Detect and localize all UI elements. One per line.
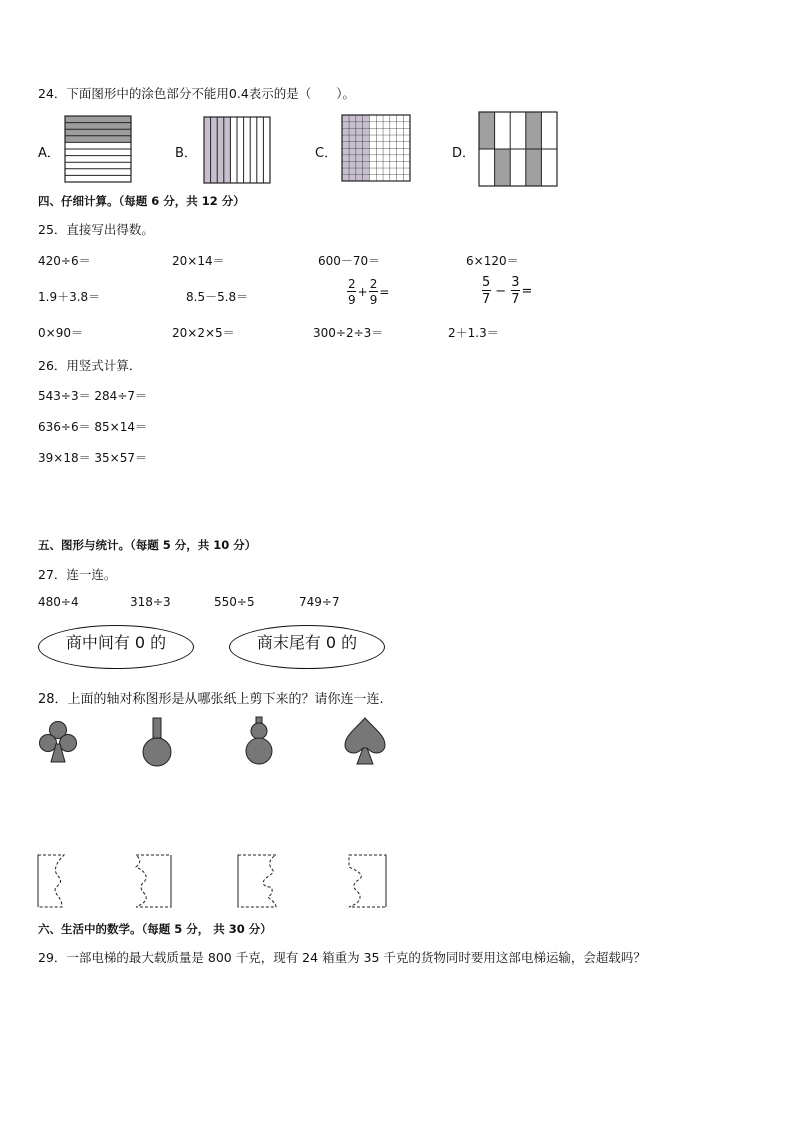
section-5-title: 五、图形与统计。（每题 5 分，共 10 分）	[38, 538, 257, 552]
folded-paper-1	[36, 853, 76, 909]
option-d-figure	[478, 111, 558, 187]
vertical-calc-line: 543÷3＝ 284÷7＝	[38, 389, 148, 403]
calc-item: 600－70＝	[318, 254, 381, 268]
oval-middle-zero-label: 商中间有 0 的	[65, 633, 167, 652]
club-shape-icon	[36, 718, 80, 766]
option-d-label: D．	[452, 146, 476, 161]
calc-item: 20×2×5＝	[172, 326, 235, 340]
folded-paper-3	[236, 853, 280, 909]
option-b-figure	[203, 116, 271, 184]
division-expr: 550÷5	[214, 595, 255, 609]
option-c-label: C．	[315, 146, 338, 161]
oval-end-zero-label: 商末尾有 0 的	[256, 633, 358, 652]
question-28-title: 28．上面的轴对称图形是从哪张纸上剪下来的？请你连一连.	[38, 692, 384, 707]
section-4-title: 四、仔细计算。（每题 6 分，共 12 分）	[38, 194, 245, 208]
round-tag-shape-icon	[140, 716, 174, 768]
option-b-label: B．	[175, 146, 197, 161]
fraction-expression-1: 2 9 + 2 9 =	[348, 277, 390, 307]
folded-paper-2	[131, 853, 173, 909]
calc-item: 2＋1.3＝	[448, 326, 499, 340]
oval-middle-zero	[38, 625, 194, 669]
fraction-expression-2: 5 7 − 3 7 =	[482, 275, 533, 307]
question-27-title: 27．连一连。	[38, 567, 117, 582]
calc-item: 420÷6＝	[38, 254, 91, 268]
option-a-label: A．	[38, 146, 60, 161]
question-26-title: 26．用竖式计算．	[38, 358, 142, 373]
option-c-figure	[341, 114, 411, 182]
calc-item: 8.5－5.8＝	[186, 290, 249, 304]
calc-item: 1.9＋3.8＝	[38, 290, 101, 304]
division-expr: 318÷3	[130, 595, 171, 609]
calc-item: 0×90＝	[38, 326, 83, 340]
gourd-shape-icon	[243, 716, 275, 768]
calc-item: 6×120＝	[466, 254, 519, 268]
question-24: 24．下面图形中的涂色部分不能用0.4表示的是（ ）。	[38, 86, 356, 101]
oval-end-zero	[229, 625, 385, 669]
spade-shape-icon	[342, 716, 388, 766]
calc-item: 300÷2÷3＝	[313, 326, 384, 340]
folded-paper-4	[344, 853, 390, 909]
calc-item: 20×14＝	[172, 254, 225, 268]
question-25-title: 25．直接写出得数。	[38, 222, 154, 237]
vertical-calc-line: 636÷6＝ 85×14＝	[38, 420, 148, 434]
question-29: 29．一部电梯的最大载质量是 800 千克，现有 24 箱重为 35 千克的货物同时要用这部电梯运输，会超载吗？	[38, 950, 646, 965]
option-a-figure	[64, 115, 132, 183]
division-expr: 749÷7	[299, 595, 340, 609]
vertical-calc-line: 39×18＝ 35×57＝	[38, 451, 148, 465]
division-expr: 480÷4	[38, 595, 79, 609]
section-6-title: 六、生活中的数学。（每题 5 分， 共 30 分）	[38, 922, 272, 936]
